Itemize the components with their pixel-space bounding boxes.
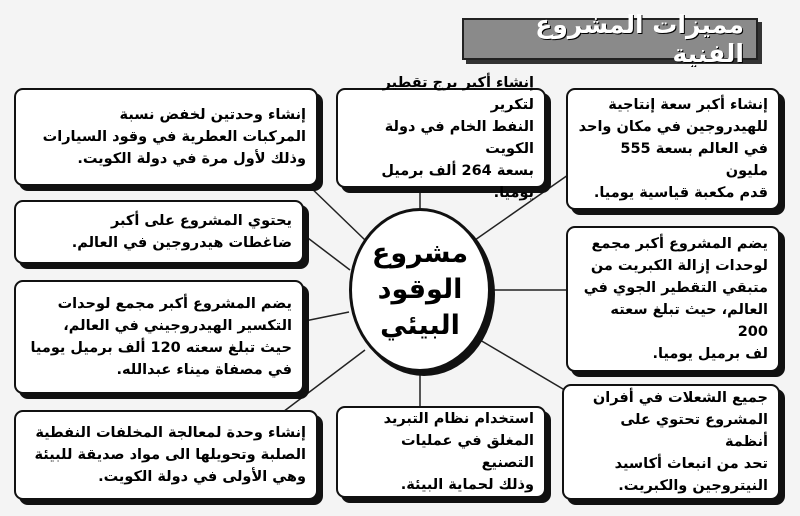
connector-hydrocracking [300, 312, 349, 322]
feature-emission-units [14, 88, 318, 186]
central-project-circle [349, 208, 491, 372]
page-title: مميزات المشروع الفنية [535, 10, 744, 68]
feature-hydrogen-capacity [566, 88, 780, 210]
feature-hydrocracking [14, 280, 304, 394]
feature-text: استخدام نظام التبريد المغلق في عمليات التصنيع وذلك لحماية البيئة. [383, 411, 534, 493]
feature-text: جميع الشعلات في أفران المشروع تحتوي على أنظمة تحد من انبعاث أكاسيد النيتروجين والكبريت. [592, 390, 768, 494]
feature-hydrogen-compressors [14, 200, 304, 264]
center-label: مشروع الوقود البيئي [371, 238, 469, 341]
feature-text: إنشاء وحدة لمعالجة المخلفات النفطية الصلبة وتحويلها الى مواد صديقة للبيئة وهي الأولى في دولة الكويت. [34, 425, 306, 485]
feature-text: إنشاء أكبر برج تقطير لتكرير النفط الخام في دولة الكويت بسعة 264 ألف برميل يوميا. [381, 75, 534, 201]
feature-sulfur-removal [566, 226, 780, 372]
feature-text: يحتوي المشروع على أكبر ضاغطات هيدروجين في العالم. [71, 213, 292, 251]
feature-text: يضم المشروع أكبر مجمع لوحدات إزالة الكبريت من متبقي التقطير الجوي في العالم، حيث تبلغ سعته 200 لف برميل يوميا. [583, 236, 768, 362]
feature-flares [562, 384, 780, 500]
feature-distillation-tower [336, 75, 546, 201]
feature-text: يضم المشروع أكبر مجمع لوحدات التكسير الهيدروجيني في العالم، حيث تبلغ سعته 120 ألف برميل يوميا في مصفاة ميناء عبدالله. [30, 296, 292, 378]
feature-cooling-system [336, 406, 546, 498]
feature-solid-waste [14, 410, 318, 500]
feature-text: إنشاء أكبر سعة إنتاجية للهيدروجين في مكان واحد في العالم بسعة 555 مليون قدم مكعبة قياسية يوميا. [578, 97, 768, 201]
connector-hydrogen-compressors [300, 232, 350, 270]
feature-text: إنشاء وحدتين لخفض نسبة المركبات العطرية في وقود السيارات وذلك لأول مرة في دولة الكويت. [42, 107, 306, 167]
title-banner [462, 10, 758, 68]
